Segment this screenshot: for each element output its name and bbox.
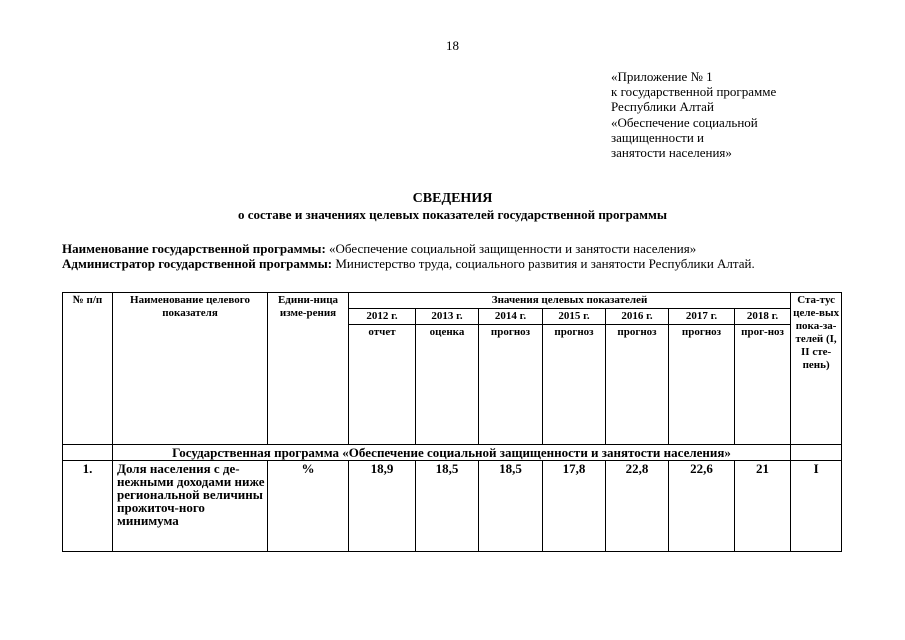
- appendix-line: к государственной программе: [611, 84, 777, 100]
- row-value: 18,5: [416, 461, 479, 552]
- header-year-type: прогноз: [606, 325, 669, 445]
- header-year: 2015 г.: [543, 309, 606, 325]
- section-title: Государственная программа «Обеспечение социальной защищенности и занятости населения»: [113, 445, 791, 461]
- page-number: 18: [446, 38, 459, 53]
- row-value: 22,6: [669, 461, 735, 552]
- header-year: 2013 г.: [416, 309, 479, 325]
- program-admin-line: [62, 257, 842, 272]
- program-admin-value: Министерство труда, социального развития и занятости Республики Алтай.: [335, 255, 755, 271]
- header-year-type: отчет: [349, 325, 416, 445]
- row-indicator-name: Доля населения с де-нежными доходами ниже региональной величины прожиточ-ного минимума: [113, 461, 268, 552]
- appendix-line: Республики Алтай: [611, 99, 714, 115]
- program-name-line: [62, 242, 842, 257]
- header-year: 2017 г.: [669, 309, 735, 325]
- appendix-line: занятости населения»: [611, 145, 732, 161]
- indicators-table: [62, 292, 842, 552]
- header-status: Ста-тус целе-вых пока-за-телей (I, II сте-пень): [791, 293, 842, 445]
- header-unit: Едини-ница изме-рения: [268, 293, 349, 445]
- program-info: [62, 242, 842, 271]
- section-row: [63, 445, 842, 461]
- appendix-line: «Приложение № 1: [611, 69, 713, 84]
- row-value: 22,8: [606, 461, 669, 552]
- header-year-type: прогноз: [543, 325, 606, 445]
- row-value: 21: [735, 461, 791, 552]
- header-year: 2012 г.: [349, 309, 416, 325]
- header-values-group: Значения целевых показателей: [349, 293, 791, 309]
- program-name-label: Наименование государственной программы:: [62, 241, 326, 256]
- header-year: 2016 г.: [606, 309, 669, 325]
- header-row: [63, 293, 842, 309]
- row-value: 18,9: [349, 461, 416, 552]
- document-title: СВЕДЕНИЯ: [412, 191, 493, 206]
- table-row: [63, 461, 842, 552]
- program-name-value: «Обеспечение социальной защищенности и занятости населения»: [329, 241, 697, 256]
- appendix-line: «Обеспечение социальной: [611, 114, 758, 130]
- program-admin-label: Администратор государственной программы:: [62, 255, 333, 271]
- appendix-line: защищенности и: [611, 129, 705, 145]
- appendix-block: [611, 69, 776, 160]
- row-value: 18,5: [479, 461, 543, 552]
- header-year-type: прог-ноз: [735, 325, 791, 445]
- section-cell-empty: [791, 445, 842, 461]
- header-num: № п/п: [63, 293, 113, 445]
- header-year: 2018 г.: [735, 309, 791, 325]
- row-unit: %: [268, 461, 349, 552]
- header-year-type: прогноз: [479, 325, 543, 445]
- row-num: 1.: [63, 461, 113, 552]
- row-value: 17,8: [543, 461, 606, 552]
- header-year-type: оценка: [416, 325, 479, 445]
- header-name: Наименование целевого показателя: [113, 293, 268, 445]
- row-status: I: [791, 461, 842, 552]
- section-cell-empty: [63, 445, 113, 461]
- header-year-type: прогноз: [669, 325, 735, 445]
- header-year: 2014 г.: [479, 309, 543, 325]
- document-subtitle: о составе и значениях целевых показателей государственной программы: [237, 207, 668, 222]
